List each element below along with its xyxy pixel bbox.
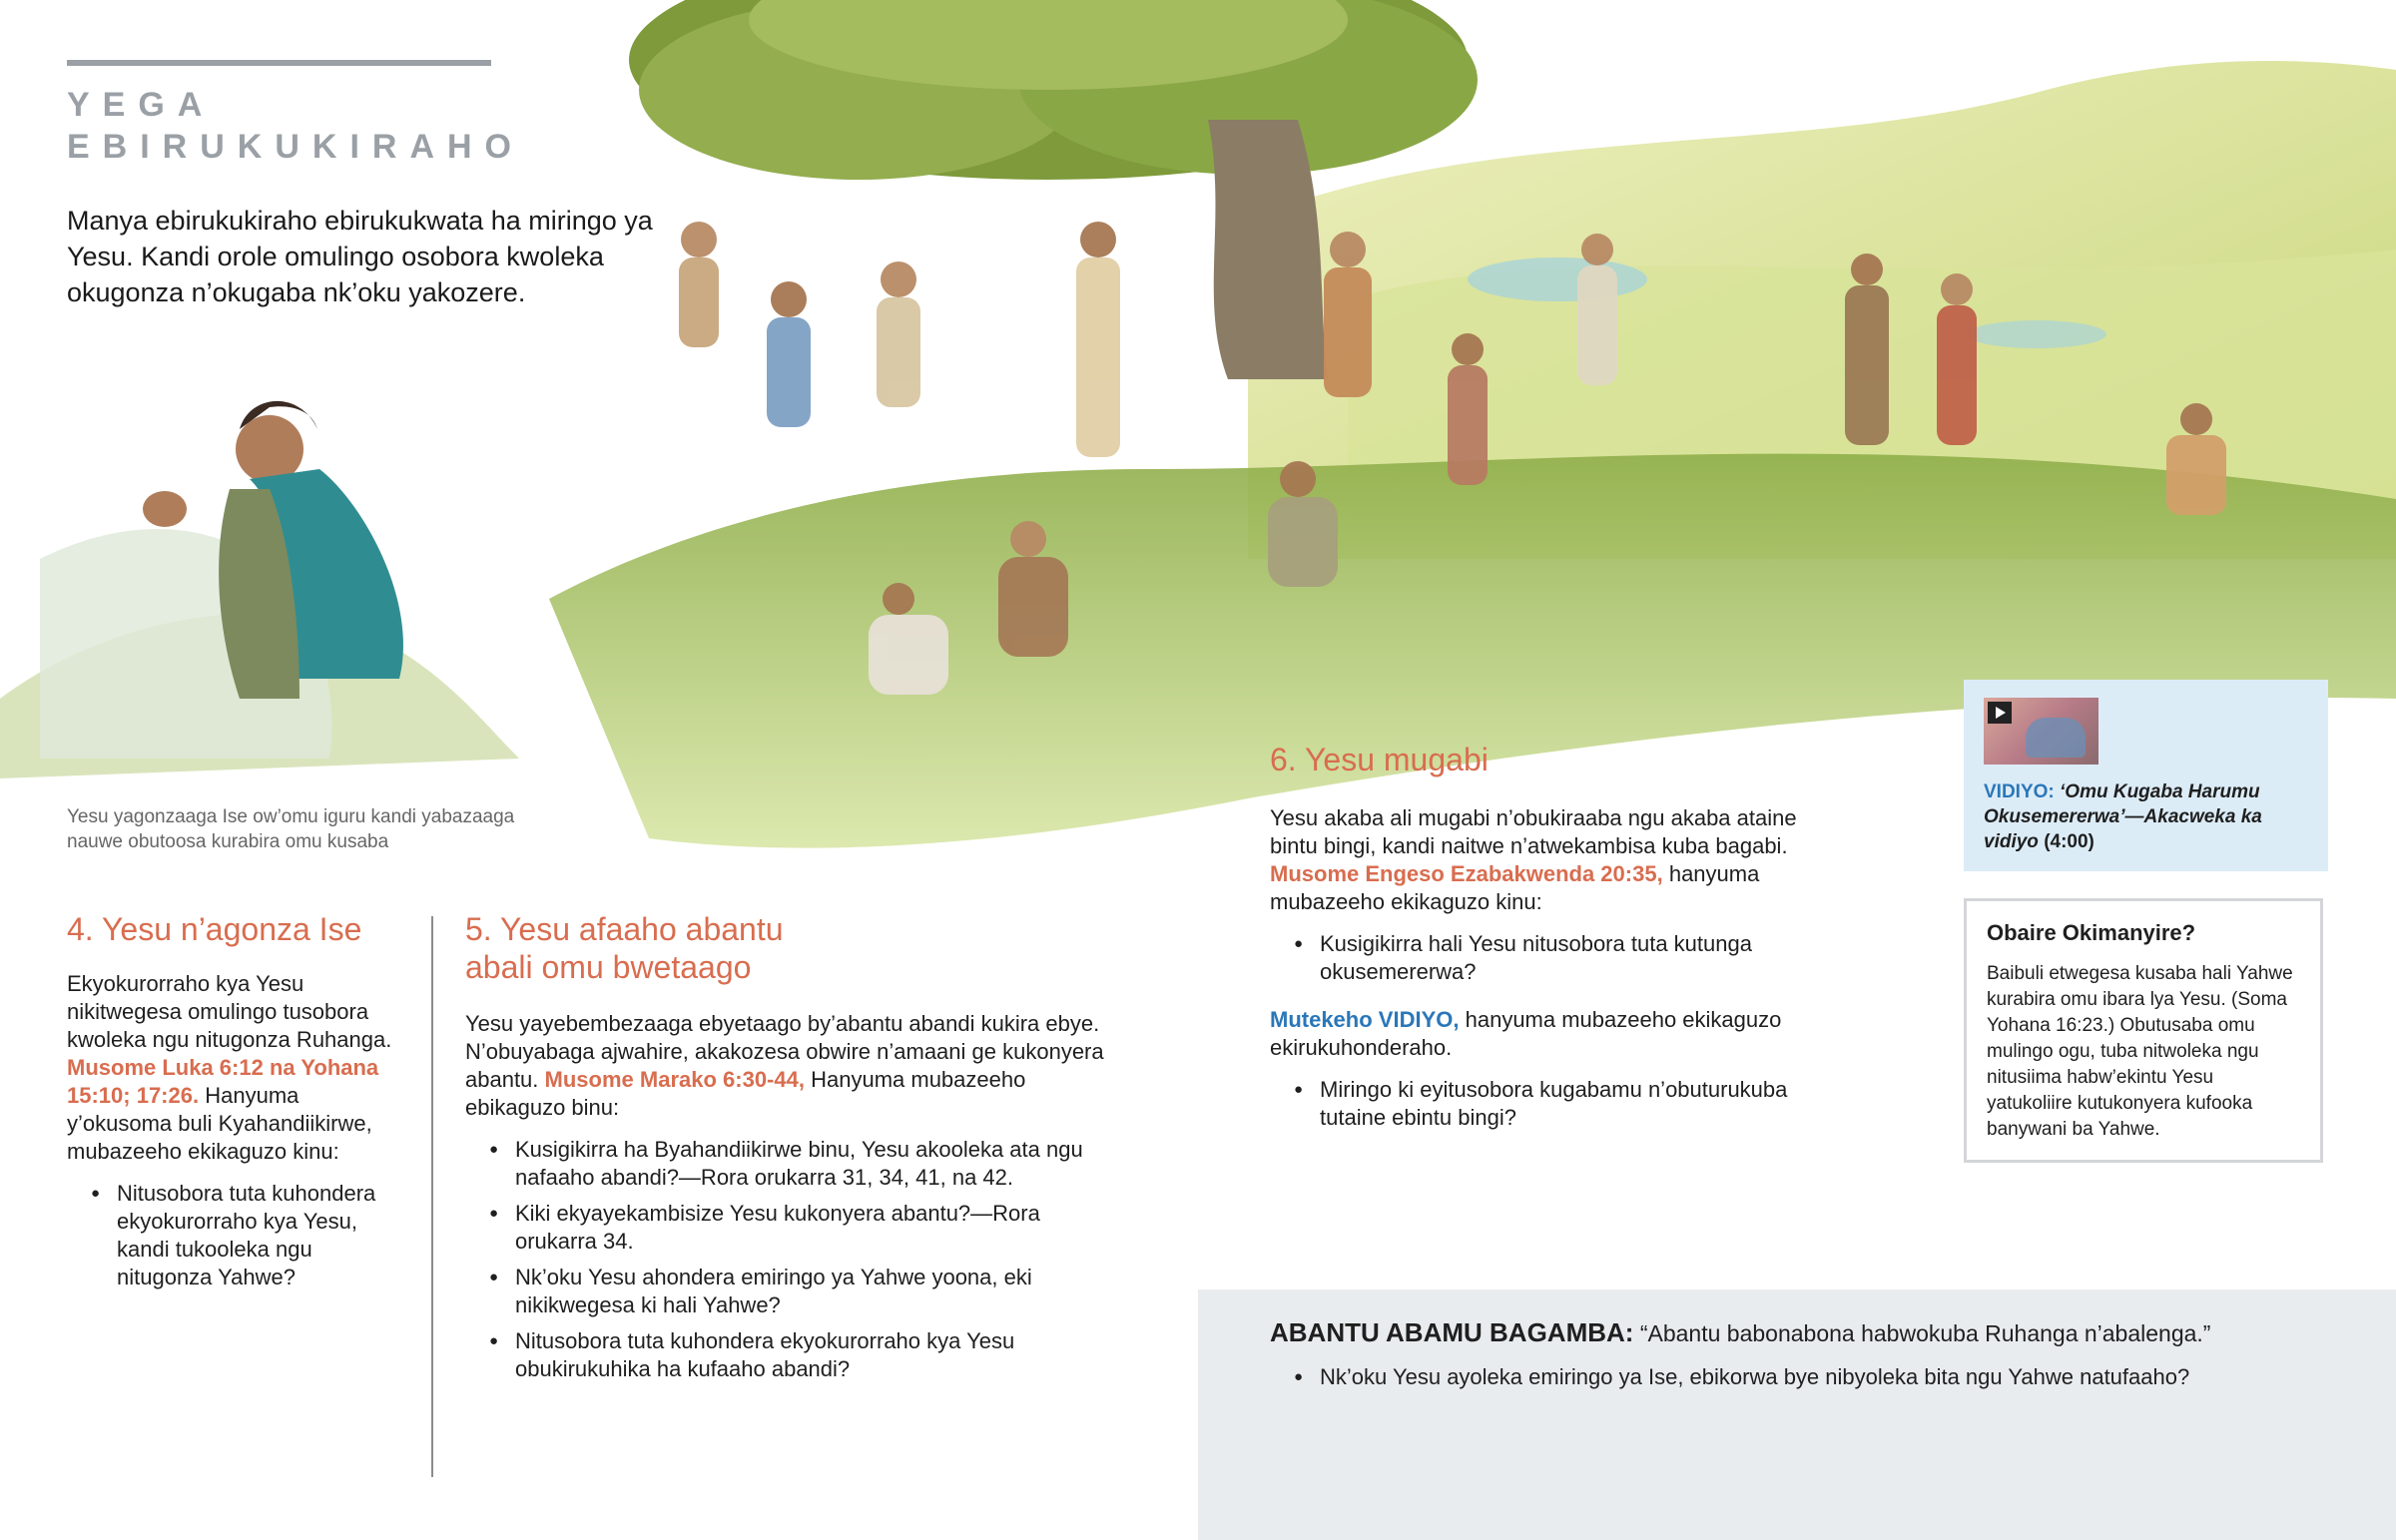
section-6-text (1270, 804, 1839, 916)
section-6-bullet: ● Kusigikirra hali Yesu nitusobora tuta kutunga okusemererwa? (1294, 930, 1839, 986)
section-6-scripture-ref[interactable]: Musome Engeso Ezabakwenda 20:35, (1270, 861, 1663, 886)
some-people-say-label: ABANTU ABAMU BAGAMBA: (1270, 1317, 1634, 1347)
header-rule (67, 60, 491, 66)
section-6-video-link[interactable]: Mutekeho VIDIYO, (1270, 1007, 1460, 1032)
did-you-know-heading: Obaire Okimanyire? (1987, 920, 2196, 945)
page-title-line1: YEGA (67, 86, 216, 124)
video-caption (1984, 779, 2313, 854)
section-5-scripture-ref[interactable]: Musome Marako 6:30-44, (544, 1067, 805, 1092)
video-box[interactable] (1964, 680, 2328, 871)
section-5-p1: Yesu yayebembezaaga ebyetaago by’abantu abandi kukira ebye. N’obuyabaga ajwahire, akakozesa obwire n’amaani ge kukonyera abantu. (465, 1011, 1104, 1092)
section-6 (1270, 741, 1839, 1140)
section-5-bullet: ● Nk’oku Yesu ahondera emiringo ya Yahwe yoona, eki nikikwegesa ki hali Yahwe? (489, 1264, 1124, 1319)
thumbnail-figures (2026, 718, 2086, 758)
video-label: VIDIYO: (1984, 781, 2055, 802)
section-4-p1: Ekyokurorraho kya Yesu nikitwegesa omulingo tusobora kwoleka ngu nitugonza Ruhanga. (67, 971, 392, 1052)
section-6-bullets-2 (1294, 1076, 1839, 1132)
page-title-line2: EBIRUKUKIRAHO (67, 128, 524, 166)
section-6-p3: hanyuma mubazeeho ekikaguzo ekirukuhonderaho. (1270, 1007, 1782, 1060)
section-5-heading-line2: abali omu bwetaago (465, 949, 752, 985)
image-caption: Yesu yagonzaaga Ise ow’omu iguru kandi yabazaaga nauwe obutoosa kurabira omu kusaba (67, 806, 515, 852)
video-duration: (4:00) (2044, 831, 2095, 852)
section-6-p2: hanyuma mubazeeho ekikaguzo kinu: (1270, 861, 1760, 914)
did-you-know-body: Baibuli etwegesa kusaba hali Yahwe kurabira omu ibara lya Yesu. (Soma Yohana 16:23.) Obutusaba omu mulingo ogu, tuba nitwoleka ngu nitusiima habw’ekintu Yesu yatukoliire kutukonyera kufooka banywani ba Yahwe. (1987, 963, 2293, 1140)
video-title[interactable]: ‘Omu Kugaba Harumu Okusemererwa’—Akacweka ka vidiyo (1984, 781, 2262, 852)
play-icon[interactable] (1988, 702, 2012, 724)
section-4-bullets (91, 1180, 401, 1291)
section-4-scripture-ref[interactable]: Musome Luka 6:12 na Yohana 15:10; 17:26. (67, 1055, 379, 1108)
some-people-say-bullets (1294, 1363, 2372, 1399)
section-5-bullets (489, 1136, 1124, 1383)
video-thumbnail[interactable] (1984, 698, 2098, 765)
section-6-heading: 6. Yesu mugabi (1270, 742, 1489, 777)
section-6-bullet: ● Miringo ki eyitusobora kugabamu n’obuturukuba tutaine ebintu bingi? (1294, 1076, 1839, 1132)
section-4-heading: 4. Yesu n’agonza Ise (67, 911, 362, 947)
some-people-say-box (1198, 1289, 2396, 1540)
section-5-bullet: ● Kusigikirra ha Byahandiikirwe binu, Yesu akooleka ata ngu nafaaho abandi?—Rora orukarra 31, 34, 41, na 42. (489, 1136, 1124, 1192)
section-4-p2: Hanyuma y’okusoma buli Kyahandiikirwe, mubazeeho ekikaguzo kinu: (67, 1083, 372, 1164)
some-people-say-bullet: ● Nk’oku Yesu ayoleka emiringo ya Ise, ebikorwa bye nibyoleka bita ngu Yahwe natufaaho? (1294, 1363, 2372, 1391)
intro-text: Manya ebirukukiraho ebirukukwata ha miringo ya Yesu. Kandi orole omulingo osobora kwoleka okugonza n’okugaba nk’oku yakozere. (67, 206, 653, 307)
some-people-say-quote: “Abantu babonabona habwokuba Ruhanga n’abalenga.” (1639, 1320, 2211, 1346)
section-5-bullet: ● Kiki ekyayekambisize Yesu kukonyera abantu?—Rora orukarra 34. (489, 1200, 1124, 1256)
page-title (67, 84, 666, 168)
section-6-p1: Yesu akaba ali mugabi n’obukiraaba ngu akaba ataine bintu bingi, kandi naitwe n’atwekambisa kuba bagabi. (1270, 805, 1797, 858)
column-divider (431, 916, 433, 1477)
section-6-bullets-1 (1294, 930, 1839, 986)
section-4-bullet: ● Nitusobora tuta kuhondera ekyokurorraho kya Yesu, kandi tukooleka ngu nitugonza Yahwe? (91, 1180, 401, 1291)
section-4 (67, 910, 401, 1299)
section-5-heading-line1: 5. Yesu afaaho abantu (465, 911, 784, 947)
section-5-text (465, 1010, 1124, 1122)
some-people-say-text (1270, 1317, 2368, 1348)
section-5-heading (465, 910, 1124, 986)
section-5-bullet: ● Nitusobora tuta kuhondera ekyokurorraho kya Yesu obukirukuhika ha kufaaho abandi? (489, 1327, 1124, 1383)
section-5-p2: Hanyuma mubazeeho ebikaguzo binu: (465, 1067, 1026, 1120)
section-4-text (67, 970, 401, 1166)
did-you-know-box (1964, 898, 2323, 1163)
section-6-video-text (1270, 1006, 1839, 1062)
section-5 (465, 910, 1124, 1391)
